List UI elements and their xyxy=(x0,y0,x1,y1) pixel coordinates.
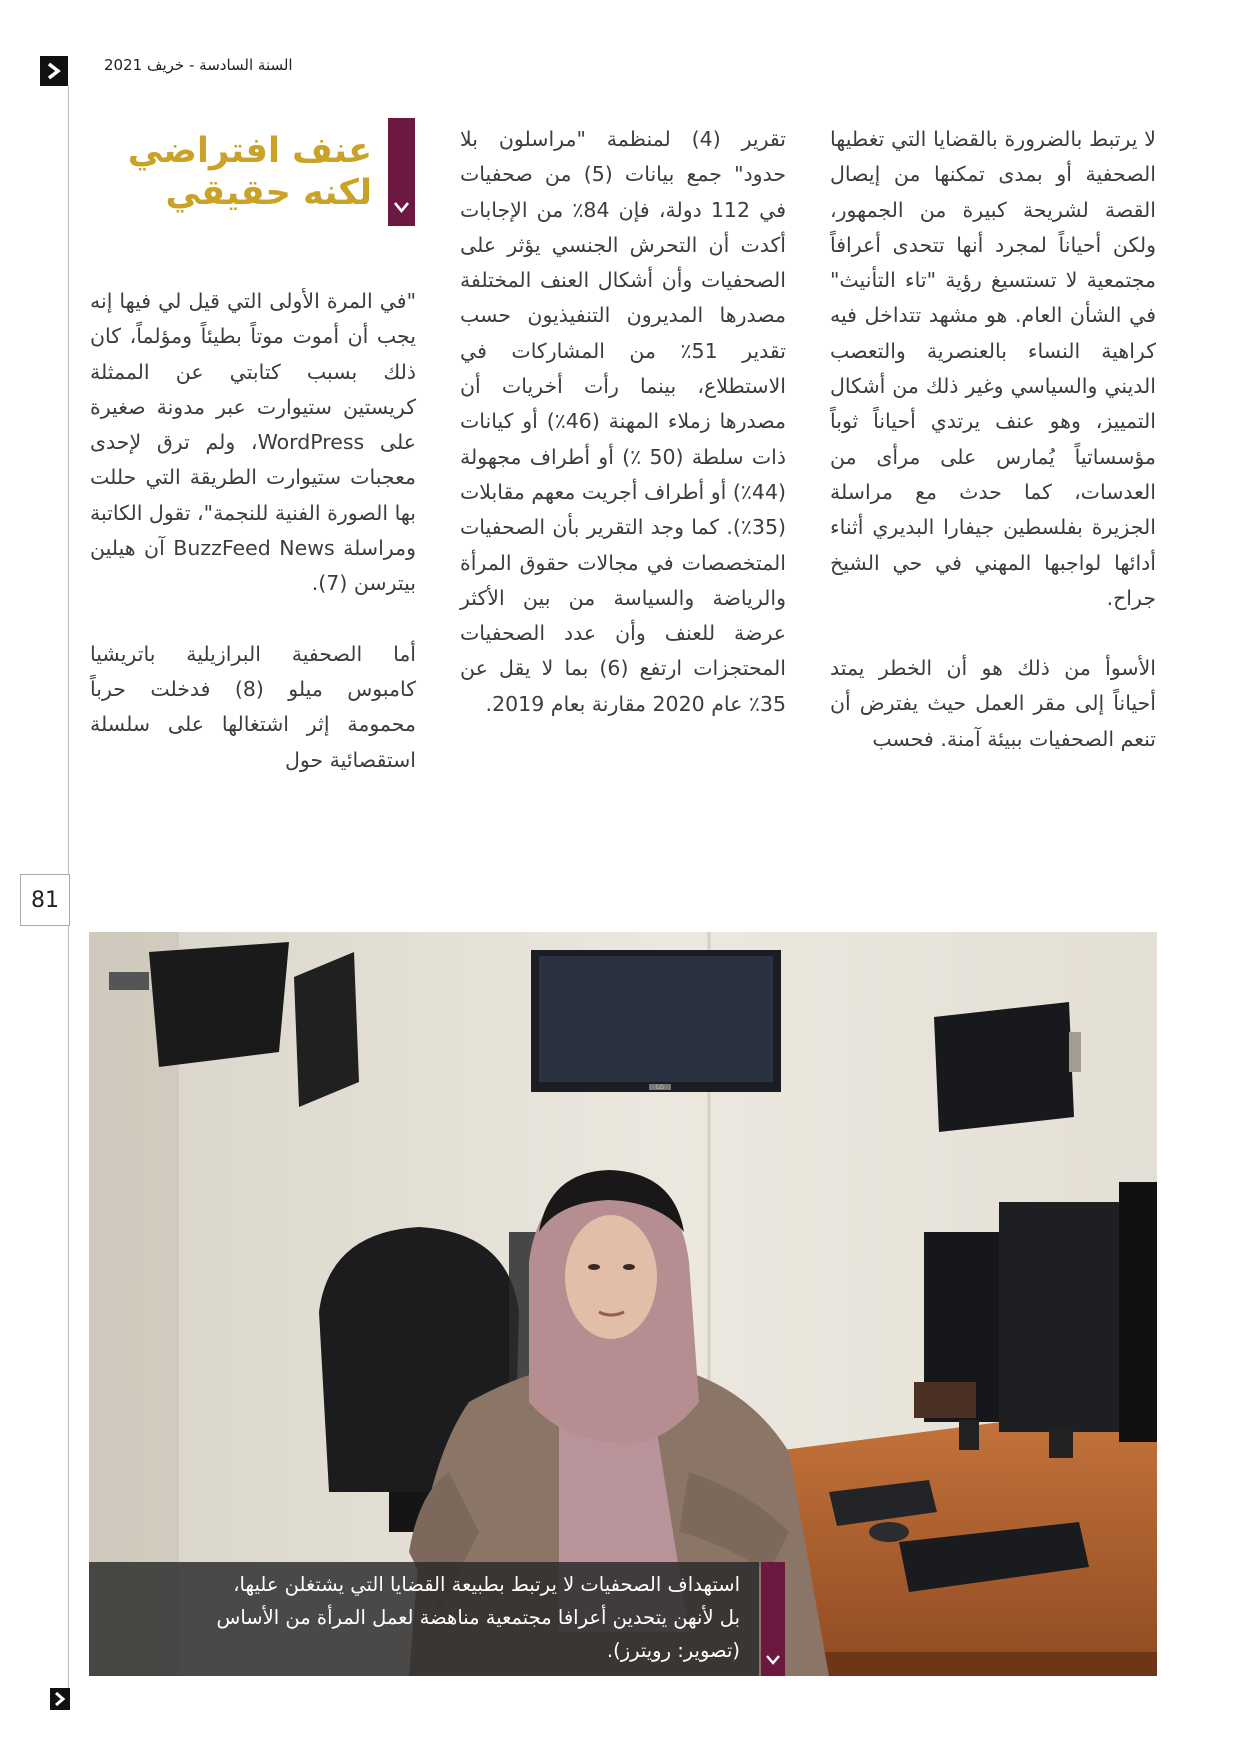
column-left xyxy=(90,284,416,778)
chevron-down-icon xyxy=(393,199,410,218)
column-right xyxy=(830,122,1156,757)
caption-line: استهداف الصحفيات لا يرتبط بطبيعة القضايا التي يشتغلن عليها، xyxy=(233,1573,740,1596)
column-middle xyxy=(460,122,786,722)
wall-tv-center xyxy=(531,950,781,1092)
paragraph: الأسوأ من ذلك هو أن الخطر يمتد أحياناً إلى مقر العمل حيث يفترض أن تنعم الصحفيات ببيئة آمنة. فحسب xyxy=(830,656,1156,751)
chevron-down-icon xyxy=(765,1651,781,1670)
tv-logo: LG xyxy=(656,1084,664,1091)
caption-accent-bar xyxy=(761,1562,785,1676)
chevron-right-icon xyxy=(40,56,68,86)
article-title xyxy=(100,130,372,214)
paragraph: لا يرتبط بالضرورة بالقضايا التي تغطيها الصحفية أو بمدى تمكنها من إيصال القصة لشريحة كبيرة من الجمهور، ولكن أحياناً لمجرد أنها تتحدى أعرافاً مجتمعية لا تستسيغ رؤية "تاء التأنيث" في الشأن العام. هو مشهد تتداخل فيه كراهية النساء بالعنصرية والتعصب الديني والسياسي وغير ذلك من أشكال التمييز، وهو عنف يرتدي أحياناً ثوباً مؤسساتياً يُمارس على مرأى من العدسات، كما حدث مع مراسلة الجزيرة بفلسطين جيفارا البديري أثناء أدائها لواجبها المهني في حي الشيخ جراح. xyxy=(830,127,1156,610)
photo-caption xyxy=(110,1568,740,1667)
chevron-right-icon xyxy=(50,1688,70,1710)
title-line: لكنه حقيقي xyxy=(165,173,372,213)
paragraph: أما الصحفية البرازيلية باتريشيا كامبوس ميلو (8) فدخلت حرباً محمومة إثر اشتغالها على سلسلة استقصائية حول xyxy=(90,641,416,772)
title-accent-bar xyxy=(388,118,415,226)
caption-line: بل لأنهن يتحدين أعرافا مجتمعية مناهضة لعمل المرأة من الأساس xyxy=(216,1606,740,1629)
page-number: 81 xyxy=(20,874,70,926)
paragraph: تقرير (4) لمنظمة "مراسلون بلا حدود" جمع بيانات (5) من صحفيات في 112 دولة، فإن 84٪ من الإجابات أكدت أن التحرش الجنسي يؤثر على الصحفيات وأن أشكال العنف المختلفة مصدرها المديرون التنفيذيون حسب تقدير 51٪ من المشاركات في الاستطلاع، بينما رأت أخريات أن مصدرها زملاء المهنة (46٪) أو كيانات ذات سلطة (50 ٪) أو أطراف مجهولة (44٪) أو أطراف أجريت معهم مقابلات (35٪). كما وجد التقرير بأن الصحفيات المتخصصات في مجالات حقوق المرأة والرياضة والسياسة من بين الأكثر عرضة للعنف وأن عدد الصحفيات المحتجزات ارتفع (6) بما لا يقل عن 35٪ عام 2020 مقارنة بعام 2019. xyxy=(460,127,787,716)
caption-line: (تصوير: رويترز). xyxy=(606,1639,740,1662)
issue-header: السنة السادسة - خريف 2021 xyxy=(104,56,293,74)
title-line: عنف افتراضي xyxy=(127,131,372,171)
wall-monitor-right xyxy=(934,1002,1074,1132)
paragraph: "في المرة الأولى التي قيل لي فيها إنه يجب أن أموت موتاً بطيئاً ومؤلماً، كان ذلك بسبب كتابتي عن الممثلة كريستين ستيوارت عبر مدونة صغيرة على WordPress، ولم ترق لإحدى معجبات ستيوارت الطريقة التي حللت بها الصورة الفنية للنجمة"، تقول الكاتبة ومراسلة BuzzFeed News آن هيلين بيترسن (7). xyxy=(90,289,417,596)
